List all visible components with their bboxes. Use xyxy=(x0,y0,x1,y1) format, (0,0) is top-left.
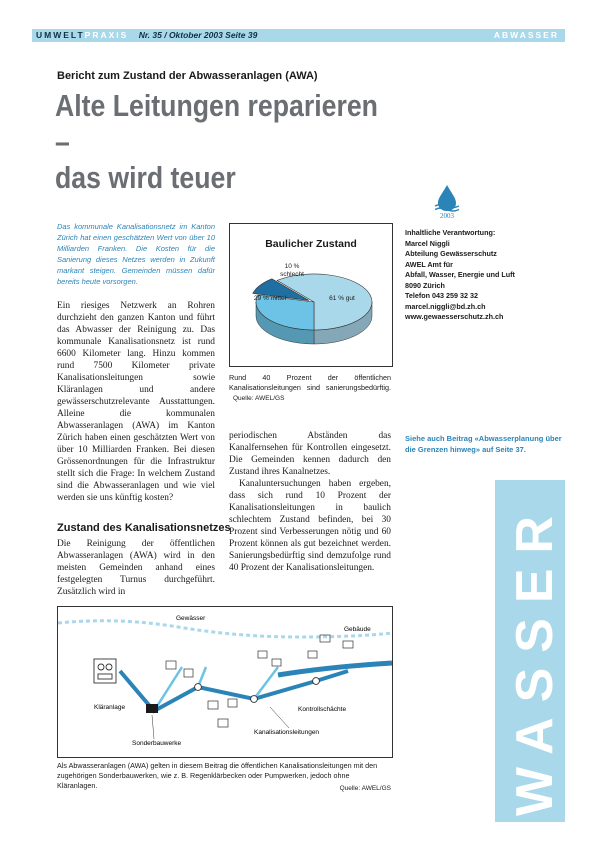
label-gewaesser: Gewässer xyxy=(176,615,206,622)
chart-caption-text: Rund 40 Prozent der öffentlichen Kanalisationsleitungen sind sanierungsbedürftig. xyxy=(229,373,391,392)
chart-source: Quelle: AWEL/GS xyxy=(233,395,285,402)
label-gebaeude: Gebäude xyxy=(344,626,371,633)
label-kanalisationsleitungen: Kanalisationsleitungen xyxy=(254,729,320,736)
chart-title: Baulicher Zustand xyxy=(265,238,357,250)
diagram-caption: Als Abwasseranlagen (AWA) gelten in diesem Beitrag die öffentlichen Kanalisationsleitungen mit den zugehörigen Sonderbauwerken, wie z. B. Regenklärbecken oder Pumpwerken, jedoch ohne Kläranlagen. xyxy=(57,761,378,790)
logo-year: 2003 xyxy=(440,212,454,220)
chart-box xyxy=(229,223,393,367)
body-paragraph-3: periodischen Abständen das Kanalfernsehen für Kontrollen eingesetzt. Die Gemeinden kennen dadurch den Zustand ihres Kanalnetzes. xyxy=(229,431,391,477)
pie-label-2: 10 % xyxy=(284,263,300,270)
lead-text: Das kommunale Kanalisationsnetz im Kanton Zürich hat einen geschätzten Wert von über 10 Milliarden Franken. Die Kosten für die Sanierung dieses Netzes werden in Zukunft markant steigen. Gemeinden müssen dafür bereits heute vorsorgen. xyxy=(57,222,215,286)
diagram-svg xyxy=(58,607,392,757)
label-kontrollschaechte: Kontrollschächte xyxy=(298,706,347,713)
contact-line: Marcel Niggli xyxy=(405,238,450,248)
pie-chart xyxy=(230,224,392,366)
pie-label-0: 61 % gut xyxy=(329,295,355,302)
contact-line: Abteilung Gewässerschutz xyxy=(405,249,497,258)
see-also-note: Siehe auch Beitrag «Abwasserplanung über die Grenzen hinweg» auf Seite 37. xyxy=(405,434,562,454)
headline-line-2: das wird teuer xyxy=(55,160,236,195)
vertical-word: WASSER xyxy=(506,516,564,816)
wasser-svg xyxy=(495,480,565,822)
pie-group xyxy=(253,263,372,344)
water-drop-icon xyxy=(432,184,462,220)
contact-line: 8090 Zürich xyxy=(405,280,445,290)
year-logo xyxy=(432,184,462,220)
body-paragraph-2: Die Reinigung der öffentlichen Abwasseranlagen (AWA) wird in den meisten Gemeinden anhand eines festgelegten Turnus durchgeführt. Zusätzlich wird in xyxy=(57,539,215,597)
headline-line-1: Alte Leitungen reparieren – xyxy=(55,88,378,159)
contact-phone: Telefon 043 259 32 32 xyxy=(405,291,478,300)
diagram-source: Quelle: AWEL/GS xyxy=(339,785,391,792)
pie-label-1: 29 % mittel xyxy=(253,295,287,302)
network-diagram xyxy=(57,606,393,758)
label-sonderbauwerke: Sonderbauwerke xyxy=(132,740,182,747)
contact-line: AWEL Amt für xyxy=(405,259,453,269)
body-paragraph-1: Ein riesiges Netzwerk an Rohren durchzieht den ganzen Kanton und führt das Abwasser der Reinigung zu. Das kommunale Kanalisationsnetz ist rund 6600 Kilometer lang. Hinzu kommen rund 7500 Kilometer private Kanalisationsleitungen sowie Kläranlagen und andere gewässerschutzrelevante Ausstattungen. Alleine die kommunalen Abwasseranlagen (AWA) im Kanton Zürich haben einen geschätzten Wert von über 10 Milliarden Franken. Bei diesen Grössenordnungen für die Infrastruktur stellt sich die Frage: In welchem Zustand sind die Abwasseranlagen und wie viel werden sie uns künftig kosten? xyxy=(57,301,215,503)
contact-email-link[interactable]: marcel.niggli@bd.zh.ch xyxy=(405,301,486,311)
wasser-vertical xyxy=(495,480,565,822)
subheading: Zustand des Kanalisationsnetzes xyxy=(57,522,231,534)
pie-label-2: schlecht xyxy=(280,271,304,278)
section-label: ABWASSER xyxy=(493,30,559,40)
body-paragraph-4: Kanaluntersuchungen haben ergeben, dass sich rund 10 Prozent der Kanalisationsleitungen in baulich schlechtem Zustand befinden, bei 30 Prozent sind Verbesserungen nötig und 60 Prozent können als gut bezeichnet werden. Sanierungsbedürftig sind demzufolge rund 40 Prozent der Kanalisationsleitungen. xyxy=(229,479,391,573)
contact-line: Inhaltliche Verantwortung: xyxy=(405,228,496,237)
chart-caption xyxy=(229,373,391,404)
header-bar xyxy=(32,29,565,42)
brand-umwelt: UMWELT xyxy=(36,30,85,40)
headline xyxy=(55,88,382,196)
body-column-2 xyxy=(229,430,391,574)
kicker: Bericht zum Zustand der Abwasseranlagen (AWA) xyxy=(57,70,318,82)
issue-info: Nr. 35 / Oktober 2003 Seite 39 xyxy=(138,30,258,40)
contact-block xyxy=(405,228,570,323)
label-klaeranlage: Kläranlage xyxy=(94,704,126,711)
contact-website-link[interactable]: www.gewaesserschutz.zh.ch xyxy=(405,312,504,321)
header-left xyxy=(36,29,257,42)
brand-praxis: PRAXIS xyxy=(84,30,129,40)
contact-line: Abfall, Wasser, Energie und Luft xyxy=(405,270,515,279)
